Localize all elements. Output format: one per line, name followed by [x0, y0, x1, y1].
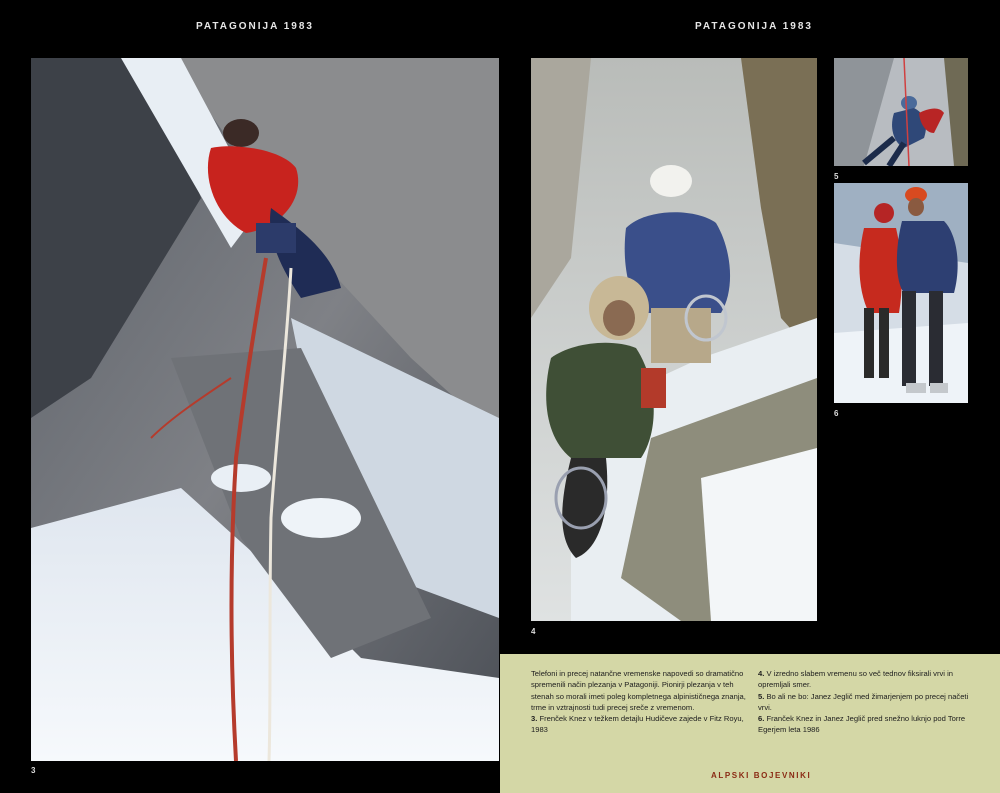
caption-6-number: 6.: [758, 714, 765, 724]
caption-4-text: V izredno slabem vremenu so več tednov fiksirali vrvi in opremljali smer.: [758, 669, 954, 690]
caption-6: [758, 713, 973, 736]
photo-5: [834, 58, 968, 166]
caption-panel: [500, 654, 1000, 793]
caption-3-text: Frenček Knez v težkem detajlu Hudičeve zajede v Fitz Royu, 1983: [531, 714, 744, 735]
photo-3: [31, 58, 499, 761]
caption-intro: [531, 668, 751, 713]
caption-6-text: Franček Knez in Janez Jeglič pred snežno luknjo pod Torre Egerjem leta 1986: [758, 714, 966, 735]
photo-6: [834, 183, 968, 403]
caption-4: [758, 668, 973, 691]
caption-intro-text: Telefoni in precej natančne vremenske napovedi so dramatično spremenili način plezanja v Patagoniji. Pionirji plezanja v teh stenah so morali imeti poleg kompletnega alpinističnega znanja, trme in vztrajnosti tudi precej sreče z vremenom.: [531, 669, 746, 712]
photo-6-number: 6: [834, 409, 839, 418]
caption-5: [758, 691, 973, 714]
photo-4: [531, 58, 817, 621]
caption-left-column: [531, 668, 751, 736]
footer-book-title: ALPSKI BOJEVNIKI: [711, 771, 812, 780]
caption-right-column: [758, 668, 973, 736]
caption-5-text: Bo ali ne bo: Janez Jeglič med žimarjenjem po precej načeti vrvi.: [758, 691, 969, 712]
caption-3-number: 3.: [531, 714, 538, 724]
left-page-header: PATAGONIJA 1983: [196, 21, 314, 32]
right-page-header: PATAGONIJA 1983: [695, 21, 813, 32]
photo-4-number: 4: [531, 627, 536, 636]
caption-3: [531, 713, 751, 736]
caption-4-number: 4.: [758, 669, 765, 678]
caption-5-number: 5.: [758, 691, 765, 701]
photo-5-number: 5: [834, 172, 839, 181]
photo-3-number: 3: [31, 766, 36, 775]
